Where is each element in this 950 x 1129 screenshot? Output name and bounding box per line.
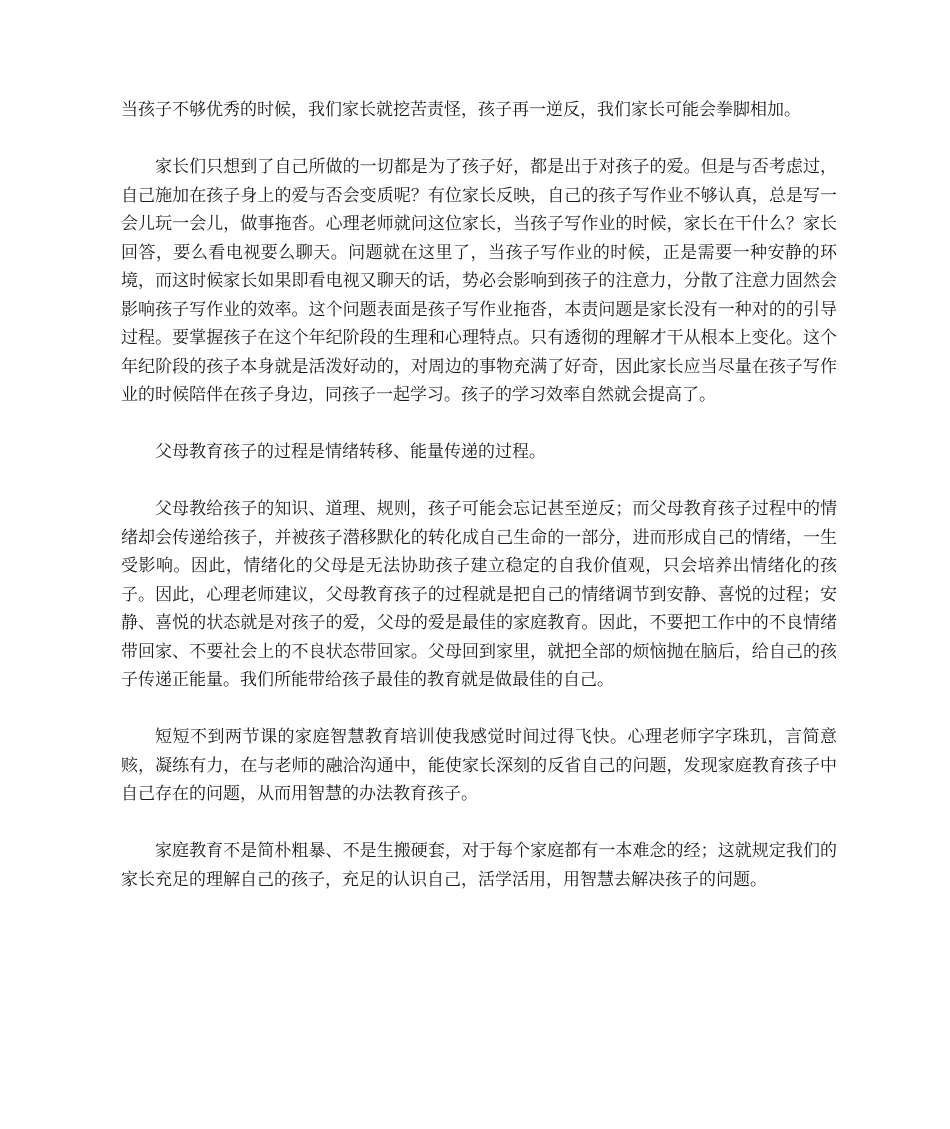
paragraph-4: 父母教给孩子的知识、道理、规则，孩子可能会忘记甚至逆反；而父母教育孩子过程中的情绪却会传递给孩子，并被孩子潜移默化的转化成自己生命的一部分，进而形成自己的情绪，一生受影响。因此，情绪化的父母是无法协助孩子建立稳定的自我价值观，只会培养出情绪化的孩子。因此，心理老师建议，父母教育孩子的过程就是把自己的情绪调节到安静、喜悦的过程；安静、喜悦的状态就是对孩子的爱，父母的爱是最佳的家庭教育。因此，不要把工作中的不良情绪带回家、不要社会上的不良状态带回家。父母回到家里，就把全部的烦恼抛在脑后，给自己的孩子传递正能量。我们所能带给孩子最佳的教育就是做最佳的自己。 — [121, 499, 837, 690]
paragraph-6: 家庭教育不是简朴粗暴、不是生搬硬套，对于每个家庭都有一本难念的经；这就规定我们的家长充足的理解自己的孩子，充足的认识自己，活学活用，用智慧去解决孩子的问题。 — [121, 841, 837, 890]
paragraph-2: 家长们只想到了自己所做的一切都是为了孩子好，都是出于对孩子的爱。但是与否考虑过，自己施加在孩子身上的爱与否会变质呢？有位家长反映，自己的孩子写作业不够认真，总是写一会儿玩一会儿，做事拖沓。心理老师就问这位家长，当孩子写作业的时候，家长在干什么？家长回答，要么看电视要么聊天。问题就在这里了，当孩子写作业的时候，正是需要一种安静的环境，而这时候家长如果即看电视又聊天的话，势必会影响到孩子的注意力，分散了注意力固然会影响孩子写作业的效率。这个问题表面是孩子写作业拖沓，本责问题是家长没有一种对的的引导过程。要掌握孩子在这个年纪阶段的生理和心理特点。只有透彻的理解才干从根本上变化。这个年纪阶段的孩子本身就是活泼好动的，对周边的事物充满了好奇，因此家长应当尽量在孩子写作业的时候陪伴在孩子身边，同孩子一起学习。孩子的学习效率自然就会提高了。 — [121, 157, 837, 405]
paragraph-3: 父母教育孩子的过程是情绪转移、能量传递的过程。 — [155, 442, 546, 462]
paragraph-1: 当孩子不够优秀的时候，我们家长就挖苦责怪，孩子再一逆反，我们家长可能会拳脚相加。 — [121, 100, 801, 120]
document-body — [121, 96, 837, 923]
paragraph-5: 短短不到两节课的家庭智慧教育培训使我感觉时间过得飞快。心理老师字字珠玑，言简意赅，凝练有力，在与老师的融洽沟通中，能使家长深刻的反省自己的问题，发现家庭教育孩子中自己存在的问题，从而用智慧的办法教育孩子。 — [121, 727, 837, 804]
